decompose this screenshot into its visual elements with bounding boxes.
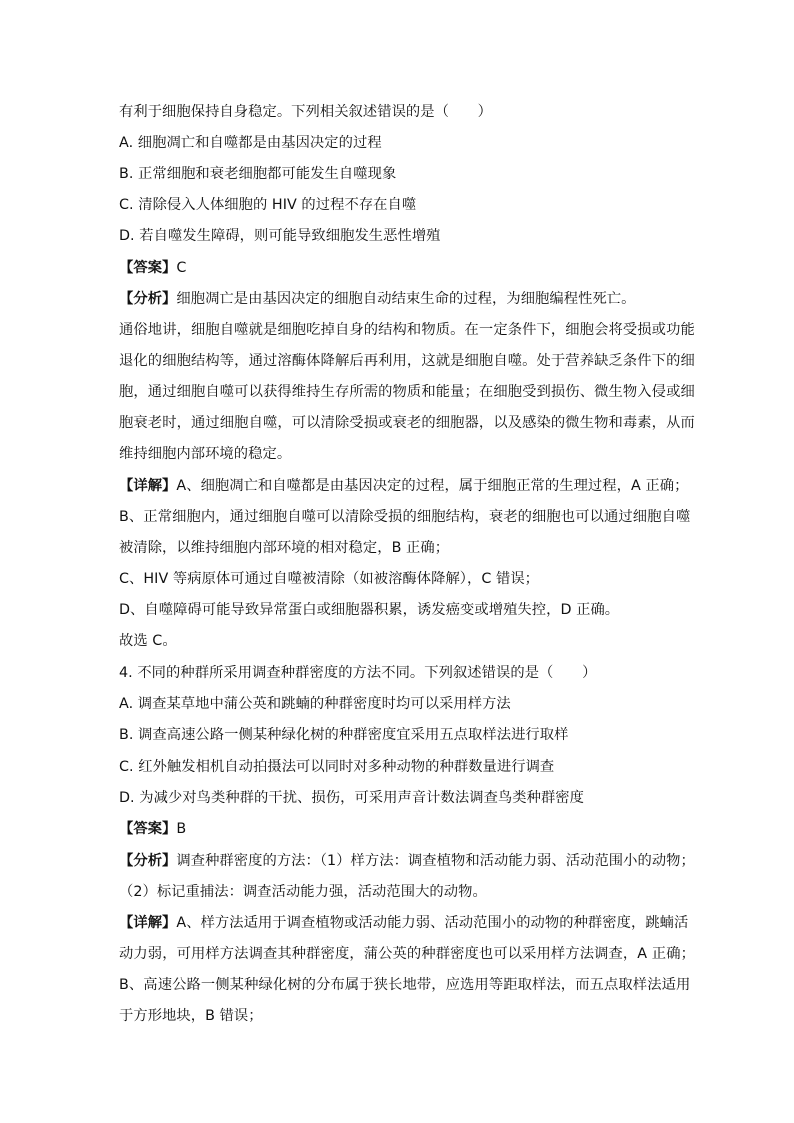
detail-tag: 【详解】 (119, 478, 177, 494)
analysis-tag: 【分析】 (119, 853, 177, 869)
analysis-text: 细胞凋亡是由基因决定的细胞自动结束生命的过程，为细胞编程性死亡。 (176, 291, 636, 307)
detail-paragraph-line: D、自噬障碍可能导致异常蛋白或细胞器积累，诱发癌变或增殖失控，D 正确。 (119, 602, 620, 618)
option-b: B. 正常细胞和衰老细胞都可能发生自噬现象 (119, 166, 397, 182)
option-c: C. 红外触发相机自动拍摄法可以同时对多种动物的种群数量进行调查 (119, 759, 555, 775)
analysis-line (119, 289, 636, 309)
detail-text: A、样方法适用于调查植物或活动能力弱、活动范围小的动物的种群密度，跳蝻活 (176, 915, 689, 931)
analysis-paragraph-line: （2）标记重捕法：调查活动能力强，活动范围大的动物。 (119, 884, 487, 900)
analysis-paragraph-line: 退化的细胞结构等，通过溶酶体降解后再利用，这就是细胞自噬。处于营养缺乏条件下的细 (119, 353, 695, 369)
answer-tag: 【答案】 (119, 821, 177, 837)
analysis-text: 调查种群密度的方法：（1）样方法：调查植物和活动能力弱、活动范围小的动物； (176, 853, 695, 869)
detail-paragraph-line: B、正常细胞内，通过细胞自噬可以清除受损的细胞结构，衰老的细胞也可以通过细胞自噬 (119, 509, 691, 525)
detail-line (119, 913, 688, 933)
analysis-line (119, 851, 695, 871)
analysis-paragraph-line: 维持细胞内部环境的稳定。 (119, 446, 292, 462)
question-stem: 有利于细胞保持自身稳定。下列相关叙述错误的是（ ） (119, 104, 493, 120)
option-a: A. 细胞凋亡和自噬都是由基因决定的过程 (119, 135, 382, 151)
option-b: B. 调查高速公路一侧某种绿化树的种群密度宜采用五点取样法进行取样 (119, 727, 569, 743)
detail-text: A、细胞凋亡和自噬都是由基因决定的过程，属于细胞正常的生理过程，A 正确； (176, 478, 689, 494)
detail-tag: 【详解】 (119, 915, 177, 931)
option-a: A. 调查某草地中蒲公英和跳蝻的种群密度时均可以采用样方法 (119, 696, 511, 712)
option-d: D. 为减少对鸟类种群的干扰、损伤，可采用声音计数法调查鸟类种群密度 (119, 790, 584, 806)
detail-paragraph-line: 动力弱，可用样方法调查其种群密度，蒲公英的种群密度也可以采用样方法调查，A 正确； (119, 946, 695, 962)
detail-paragraph-line: B、高速公路一侧某种绿化树的分布属于狭长地带，应选用等距取样法，而五点取样法适用 (119, 977, 691, 993)
answer-value: B (176, 821, 187, 837)
detail-paragraph-line: C、HIV 等病原体可通过自噬被清除（如被溶酶体降解），C 错误； (119, 571, 540, 587)
analysis-tag: 【分析】 (119, 291, 177, 307)
answer-tag: 【答案】 (119, 260, 177, 276)
analysis-paragraph-line: 胞衰老时，通过细胞自噬，可以清除受损或衰老的细胞器，以及感染的微生物和毒素，从而 (119, 415, 695, 431)
answer-value: C (176, 260, 187, 276)
option-c: C. 清除侵入人体细胞的 HIV 的过程不存在自噬 (119, 197, 417, 213)
option-d: D. 若自噬发生障碍，则可能导致细胞发生恶性增殖 (119, 228, 441, 244)
answer-line (119, 819, 186, 839)
analysis-paragraph-line: 胞，通过细胞自噬可以获得维持生存所需的物质和能量；在细胞受到损伤、微生物入侵或细 (119, 384, 695, 400)
conclusion-line: 故选 C。 (119, 633, 177, 649)
detail-paragraph-line: 于方形地块，B 错误； (119, 1008, 263, 1024)
answer-line (119, 258, 186, 278)
analysis-paragraph-line: 通俗地讲，细胞自噬就是细胞吃掉自身的结构和物质。在一定条件下，细胞会将受损或功能 (119, 322, 695, 338)
question-stem: 4. 不同的种群所采用调查种群密度的方法不同。下列叙述错误的是（ ） (119, 665, 597, 681)
detail-line (119, 476, 688, 496)
detail-paragraph-line: 被清除，以维持细胞内部环境的相对稳定，B 正确； (119, 540, 450, 556)
